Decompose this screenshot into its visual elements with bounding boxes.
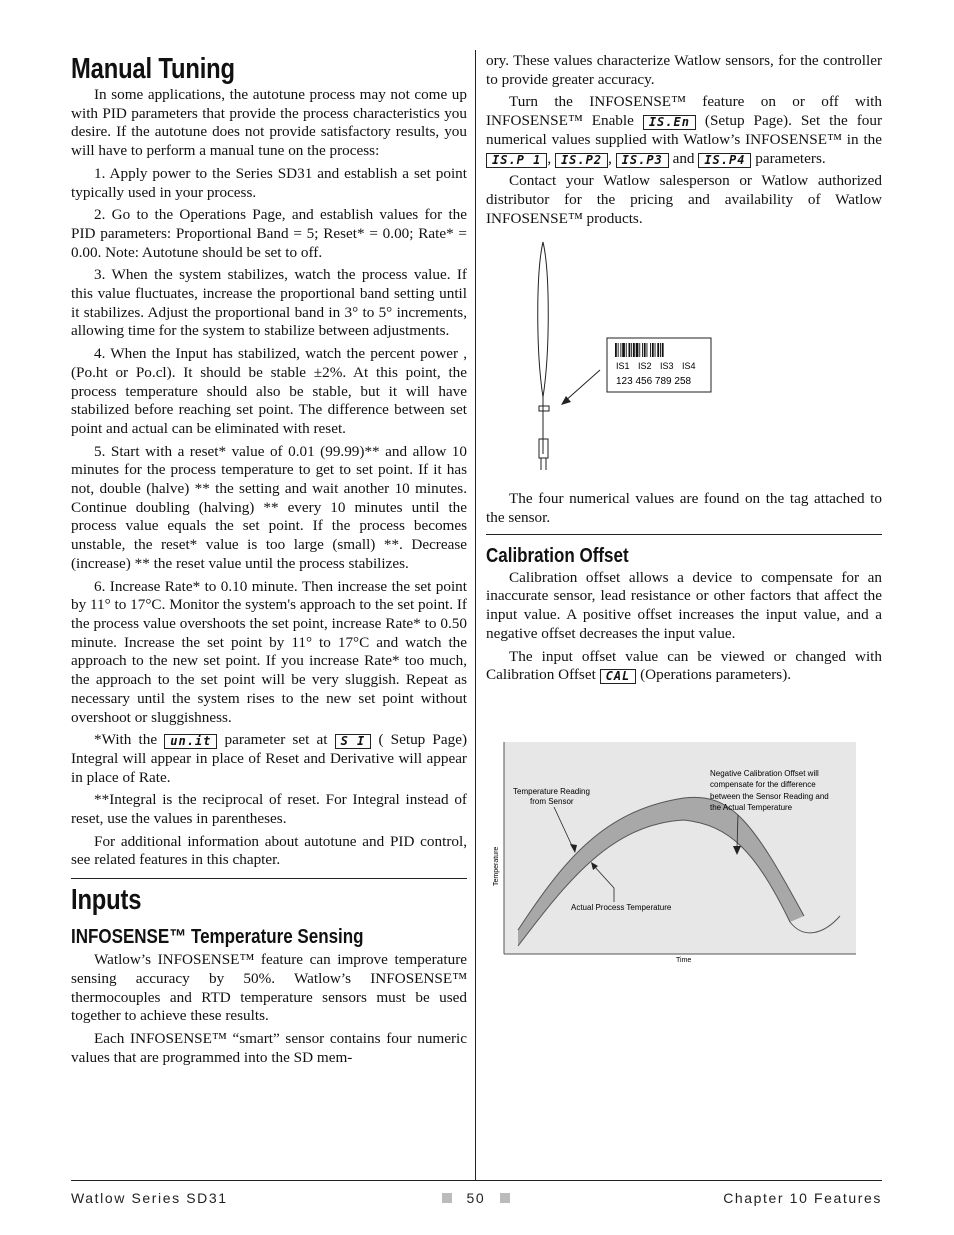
manual-tuning-heading: Manual Tuning [71, 53, 235, 85]
step-1: 1. Apply power to the Series SD31 and establish a set point typically used in your process. [71, 164, 467, 201]
page-number: 50 [466, 1190, 486, 1206]
inputs-heading: Inputs [71, 884, 142, 917]
barcode-bar [660, 343, 661, 357]
infosense-para-2: Each INFOSENSE™ “smart” sensor contains four numeric values that are programmed into the SD mem- [71, 1029, 467, 1066]
barcode-bar [650, 343, 651, 357]
barcode-bar [647, 343, 648, 357]
left-column [71, 52, 467, 1071]
barcode-bar [657, 343, 659, 357]
sensor-tag [607, 338, 711, 392]
calibration-para-2: The input offset value can be viewed or changed with Calibration Offset CAL (Operations parameters). [486, 647, 882, 684]
footer-square-right [500, 1193, 510, 1203]
chart-y-label: Temperature [493, 846, 500, 886]
barcode-bar [626, 343, 627, 357]
lcd-si: S I [335, 734, 372, 749]
barcode-bar [662, 343, 664, 357]
calibration-offset-chart [494, 740, 856, 966]
section-divider-right [486, 534, 882, 535]
lcd-isp1: IS.P 1 [486, 153, 547, 168]
barcode-bar [633, 343, 635, 357]
lcd-unit: un.it [164, 734, 217, 749]
sensor-illustration [486, 232, 882, 482]
sensor-probe [538, 242, 549, 397]
chart-x-label: Time [676, 957, 692, 964]
barcode-bar [615, 343, 617, 357]
infosense-heading: INFOSENSE™ Temperature Sensing [71, 926, 364, 949]
lcd-isp4: IS.P4 [698, 153, 751, 168]
step-3: 3. When the system stabilizes, watch the process value. If this value fluctuates, increase the proportional band setting until it stabilizes. Adjust the proportional band in 3° to 5° increments, allowing time for the system to stabilize between adjustments. [71, 266, 467, 340]
barcode-bar [642, 343, 643, 357]
barcode-bar [639, 343, 640, 357]
footnote-integral: **Integral is the reciprocal of reset. For Integral instead of reset, use the values in parentheses. [71, 791, 467, 828]
manual-tuning-intro: In some applications, the autotune process may not come up with PID parameters that provide the process characteristics you desire. If the autotune does not provide satisfactory results, you will have to perform a manual tune on the process: [71, 86, 467, 160]
tag-pointer-arrow [564, 370, 600, 402]
calibration-offset-heading: Calibration Offset [486, 544, 629, 567]
barcode-bar [622, 343, 625, 357]
step-2: 2. Go to the Operations Page, and establish values for the PID parameters: Proportional Band = 5; Reset* = 0.00; Rate* = 0.00. Note: Autotune should be set to off. [71, 206, 467, 261]
barcode-bar [644, 343, 646, 357]
footnote-unit: *With the un.it parameter set at S I ( Setup Page) Integral will appear in place of Reset and Derivative will appear in place of Rate. [71, 731, 468, 786]
barcode-bar [620, 343, 621, 357]
tag-label-is4: IS4 [682, 361, 696, 372]
barcode-bar [652, 343, 654, 357]
lcd-isp3: IS.P3 [616, 153, 669, 168]
step-4: 4. When the Input has stabilized, watch the percent power , (Po.ht or Po.cl). It should be stable ±2%. At this point, the process temperature should also be stable, but it will have stabilized before reaching set point. The difference between set point and actual can be eliminated with reset. [71, 345, 467, 437]
footer-left: Watlow Series SD31 [71, 1190, 228, 1206]
barcode-bar [618, 343, 619, 357]
footer-right: Chapter 10 Features [723, 1190, 882, 1206]
tag-label-is1: IS1 [616, 361, 630, 372]
right-column [486, 52, 882, 689]
contact-para: Contact your Watlow salesperson or Watlow authorized distributor for the pricing and availability of Watlow INFOSENSE™ products. [486, 172, 882, 227]
annotation-offset-line-3: between the Sensor Reading and [710, 792, 829, 801]
step-6: 6. Increase Rate* to 0.10 minute. Then increase the set point by 11° to 17°C. Monitor the system's approach to the set point. If the process value overshoots the set point, increase Rate* to 0.50 minute. Increase the set point by 11° to 17°C and watch the approach to the new set point. If you increase Rate* too much, the approach to the set point will be very sluggish. Repeat as necessary until the system rises to the new set point without overshoot or sluggishness. [71, 577, 467, 726]
calibration-para-1: Calibration offset allows a device to compensate for an inaccurate sensor, lead resistance or other factors that affect the input value. A positive offset increases the input value, and a negative offset decreases the input value. [486, 568, 882, 642]
lcd-cal: CAL [600, 669, 637, 684]
lcd-isp2: IS.P2 [555, 153, 608, 168]
infosense-para-continued: ory. These values characterize Watlow sensors, for the controller to provide greater accuracy. [486, 52, 882, 88]
annotation-offset-line-2: compensate for the difference [710, 780, 816, 789]
infosense-para-1: Watlow’s INFOSENSE™ feature can improve temperature sensing accuracy by 50%. Watlow’s INFOSENSE™ thermocouples and RTD temperature sensors must be used together to achieve these results. [71, 951, 467, 1025]
tag-caption: The four numerical values are found on the tag attached to the sensor. [486, 490, 882, 527]
annotation-actual: Actual Process Temperature [571, 903, 672, 912]
infosense-enable-para: Turn the INFOSENSE™ feature on or off with INFOSENSE™ Enable IS.En (Setup Page). Set the four numerical values supplied with Watlow’s INFOSENSE™ in the IS.P 1 , IS.P2 , IS.P3 and IS.P4 parameters. [486, 93, 882, 167]
tag-label-is3: IS3 [660, 361, 674, 372]
barcode-bar [631, 343, 632, 357]
footer-page [442, 1190, 510, 1206]
step-5: 5. Start with a reset* value of 0.01 (99.99)** and allow 10 minutes for the process temperature to get to set point. If it has not, double (halve) ** the setting and wait another 10 minutes. Continue doubling (halving) ** every 10 minutes until the process value equals the set point. If the process becomes unstable, the reset* value is too large (small) **. Decrease (increase) ** the reset value until the process stabilizes. [71, 442, 467, 572]
tag-label-is2: IS2 [638, 361, 652, 372]
annotation-offset-line-1: Negative Calibration Offset will [710, 769, 819, 778]
sensor-collar [539, 406, 549, 411]
annotation-offset-line-4: the Actual Temperature [710, 803, 793, 812]
section-divider [71, 878, 467, 879]
footnote-more-info: For additional information about autotune and PID control, see related features in this chapter. [71, 832, 467, 869]
barcode-bar [629, 343, 631, 357]
barcode-bar [655, 343, 656, 357]
tag-numbers: 123 456 789 258 [616, 376, 692, 388]
lcd-isen: IS.En [643, 115, 696, 130]
footer-square-left [442, 1193, 452, 1203]
annotation-sensor-line-2: from Sensor [530, 797, 574, 806]
barcode-bar [636, 343, 639, 357]
annotation-sensor-line-1: Temperature Reading [513, 787, 590, 796]
footer-rule [71, 1180, 882, 1181]
column-divider [475, 50, 476, 1181]
